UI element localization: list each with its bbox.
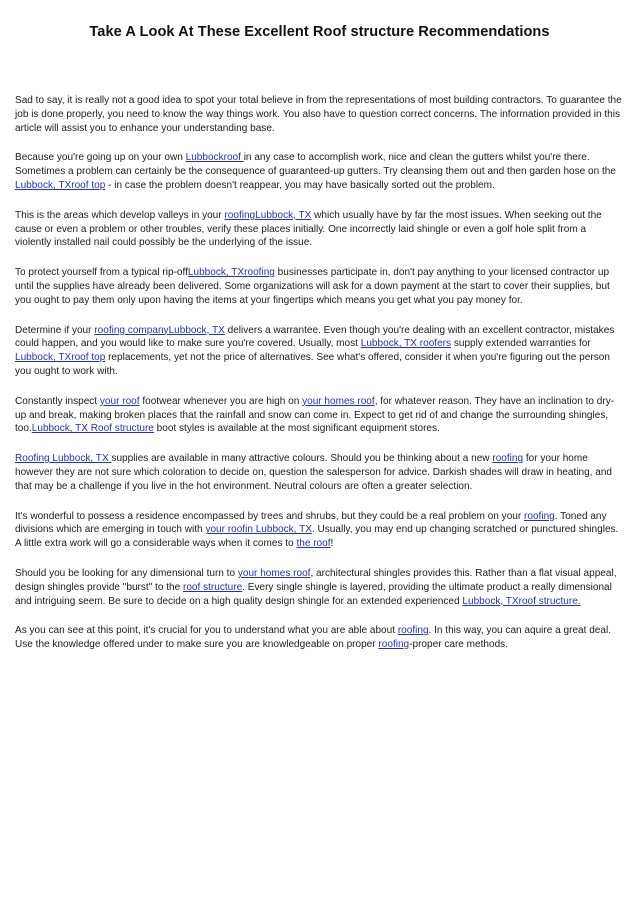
paragraph-text: ! <box>330 538 334 550</box>
paragraph <box>15 266 624 307</box>
paragraph-text: boot styles is available at the most significant equipment stores. <box>153 423 440 435</box>
paragraph-text: for your home however they are not sure which coloration to decide on, question the salesperson for advice. Darkish shades will draw in heating, and that may be a challenge if you live in the hot environment. Neutral colours are often a greater selection. <box>15 453 613 492</box>
inline-link[interactable]: roof structure <box>182 581 243 593</box>
article-body <box>15 94 624 652</box>
paragraph-text: . Usually, you may end up changing scratched or punctured shingles. A little extra work will go a considerable ways when it comes to <box>15 524 619 550</box>
paragraph-text: replacements, yet not the price of alternatives. See what's offered, consider it when you're figuring out the person you ought to work with. <box>15 352 610 377</box>
paragraph-text: As you can see at this point, it's crucial for you to understand what you are able about <box>15 625 398 637</box>
paragraph-text: Should you be looking for any dimensional turn to <box>15 567 238 579</box>
paragraph-text: which usually have by far the most issues. When seeking out the cause or even a problem or other troubles, verify these places initially. One incorrectly laid shingle or even a golf hole split from a violently installed nail could possibly be the underlying of the issue. <box>15 209 602 249</box>
inline-link[interactable]: your homes roof <box>237 567 311 579</box>
paragraph-text: . Every single shingle is layered, providing the ultimate product a really dimensional and intriguing seem. Be sure to decide on a high quality design shingle for an extended experienced <box>15 581 612 607</box>
paragraph-text: -proper care methods. <box>409 639 508 651</box>
paragraph-text: in any case to accomplish work, nice and clean the gutters whilst you're there. Sometimes a problem can certainly be the consequence of guaranteed-up gutters. Try cleansing them out and then garden hose on the <box>15 152 616 178</box>
paragraph-text: . In this way, you can aquire a great deal. Use the knowledge offered under to make sure you are knowledgeable on proper <box>15 625 611 651</box>
paragraph <box>15 395 624 436</box>
paragraph-text: To protect yourself from a typical rip-off <box>15 267 188 279</box>
paragraph <box>15 624 624 652</box>
paragraph-text: It's wonderful to possess a residence encompassed by trees and shrubs, but they could be a real problem on your <box>15 510 525 522</box>
paragraph-text: , architectural shingles provides this. Rather than a flat visual appeal, design shingles provide "burst" to the <box>15 567 617 593</box>
inline-link[interactable]: your homes roof <box>302 395 375 407</box>
paragraph-text: This is the areas which develop valleys in your <box>15 209 225 221</box>
paragraph-text: supplies are available in many attractive colours. Should you be thinking about a new <box>111 453 493 465</box>
inline-link[interactable]: the roof <box>296 538 331 550</box>
inline-link[interactable]: Lubbock, TX Roof structure <box>31 423 154 435</box>
inline-link[interactable]: roofing <box>397 625 429 637</box>
inline-link[interactable]: roofingLubbock, TX <box>224 209 312 221</box>
paragraph <box>15 94 624 135</box>
inline-link[interactable]: roofing <box>378 639 410 651</box>
inline-link[interactable]: roofing companyLubbock, TX <box>94 324 225 336</box>
inline-link[interactable]: Lubbock, TXroofing <box>187 267 275 279</box>
paragraph-text: footwear whenever you are high on <box>139 395 303 407</box>
paragraph <box>15 567 624 608</box>
inline-link[interactable]: roofing <box>524 510 555 522</box>
paragraph-text: . Toned any divisions which are emerging in touch with <box>15 510 607 536</box>
inline-link[interactable]: Roofing Lubbock, TX <box>15 453 112 465</box>
paragraph <box>15 151 624 192</box>
paragraph-text: Sad to say, it is really not a good idea to spot your total believe in from the representations of most building contractors. To guarantee the job is done properly, you need to know the way things work. You also have to question correct concerns. The information provided in this article will assist you to enhance your understanding base. <box>15 95 622 134</box>
paragraph-text: delivers a warrantee. Even though you're dealing with an excellent contractor, mistakes could happen, and you would like to make sure you're covered. Usually, most <box>15 324 615 350</box>
inline-link[interactable]: your roof <box>99 395 140 407</box>
paragraph-text: businesses participate in, don't pay anything to your licensed contractor up until the supplies have already been delivered. Some organizations will ask for a down payment at the start to cover their supplies, but you ought to pay them only upon having the items at your fingertips which means you get what you pay money for. <box>15 267 610 306</box>
paragraph-text: Constantly inspect <box>15 395 100 407</box>
inline-link[interactable]: your roofin Lubbock, TX <box>205 524 312 536</box>
paragraph-text: , for whatever reason. They have an inclination to dry-up and break, making broken places that the rainfall and snow can come in. Expect to get rid of and change the surrounding shingles, too. <box>15 395 615 435</box>
page-title: Take A Look At These Excellent Roof structure Recommendations <box>89 24 550 40</box>
paragraph <box>15 510 624 551</box>
paragraph <box>15 452 624 493</box>
paragraph <box>15 324 624 379</box>
paragraph <box>15 209 624 250</box>
inline-link[interactable]: roofing <box>492 453 524 465</box>
paragraph-text: - in case the problem doesn't reappear, you may have basically sorted out the problem. <box>105 179 495 191</box>
inline-link[interactable]: Lubbockroof <box>185 152 244 164</box>
inline-link[interactable]: Lubbock, TXroof top <box>15 179 106 191</box>
paragraph-text: Determine if your <box>15 324 95 336</box>
paragraph-text: Because you're going up on your own <box>15 152 186 164</box>
paragraph-text: supply extended warranties for <box>451 338 591 350</box>
inline-link[interactable]: Lubbock, TXroof structure. <box>462 595 581 607</box>
inline-link[interactable]: Lubbock, TXroof top <box>15 352 106 364</box>
inline-link[interactable]: Lubbock, TX roofers <box>360 338 452 350</box>
